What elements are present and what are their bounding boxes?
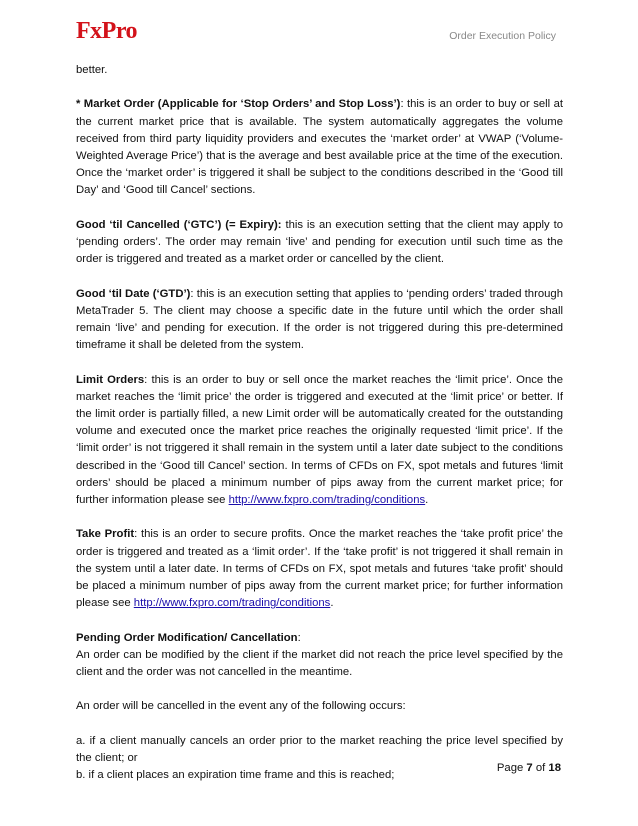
page-number: [497, 762, 561, 774]
pending-order-colon: :: [297, 631, 301, 644]
limit-orders-paragraph: [76, 372, 563, 510]
take-profit-paragraph: [76, 526, 563, 612]
take-profit-body: : this is an order to secure profits. Once the market reaches the ‘take profit price’ the order is triggered and treated as a ‘limit order’. If the ‘take profit’ is not triggered it shall remain in the system until a later date. In terms of CFDs on FX, spot metals and futures ‘take profit’ should be placed a minimum number of pips away from the current market price; for further information please see: [76, 528, 563, 610]
pending-order-body: An order can be modified by the client if the market did not reach the price level specified by the client and the order was not cancelled in the meantime.: [76, 648, 563, 679]
market-order-title: * Market Order (Applicable for ‘Stop Orders’ and Stop Loss’): [76, 98, 401, 111]
page-content: [76, 62, 563, 784]
take-profit-title: Take Profit: [76, 528, 135, 541]
current-page: 7: [526, 762, 533, 774]
fxpro-logo: FxPro: [76, 18, 138, 44]
limit-orders-body: : this is an order to buy or sell once the market reaches the ‘limit price’. Once the market reaches the ‘limit price’ the order is triggered and executed at the ‘limit price’ or better. If the limit order is partially filled, a new Limit order will be automatically created for the outstanding volume and executed once the market price reaches the originally requested ‘limit price’. If the ‘limit order’ is not triggered it shall remain in the system until a later date subject to the conditions described in the ‘Good till Cancel’ section. In terms of CFDs on FX, spot metals and futures ‘limit orders’ should be placed a minimum number of pips away from the current market price; for further information please see: [76, 373, 563, 507]
pending-order-title: Pending Order Modification/ Cancellation: [76, 631, 298, 644]
gtd-body: : this is an execution setting that applies to ‘pending orders’ traded through MetaTrader 5. The client may choose a specific date in the future until which the order shall remain ‘live’ and pending for execution. If the order is not triggered during this pre-determined timeframe it shall be deleted from the system.: [76, 287, 563, 352]
gtd-paragraph: [76, 286, 563, 355]
cancel-item-a: a. if a client manually cancels an order prior to the market reaching the price level specified by the client; or: [76, 734, 563, 764]
gtc-title: Good ‘til Cancelled (‘GTC’) (= Expiry):: [76, 218, 282, 231]
limit-orders-end: .: [425, 494, 429, 507]
cancel-item-b: b. if a client places an expiration time frame and this is reached;: [76, 769, 395, 782]
page-word: Page: [496, 762, 527, 774]
of-word: of: [532, 762, 549, 774]
market-order-paragraph: [76, 96, 563, 199]
take-profit-end: .: [330, 597, 334, 610]
limit-orders-title: Limit Orders: [76, 373, 145, 386]
gtc-body: this is an execution setting that the client may apply to ‘pending orders’. The order may remain ‘live’ and pending for execution until such time as the order is triggered and treated as a market order or cancelled by the client.: [76, 218, 563, 266]
pending-order-heading: [76, 630, 563, 647]
gtd-title: Good ‘til Date (‘GTD’): [76, 287, 191, 300]
document-title: Order Execution Policy: [449, 30, 556, 42]
gtc-paragraph: [76, 217, 563, 269]
conditions-link[interactable]: http://www.fxpro.com/trading/conditions: [228, 494, 426, 507]
cancel-intro: An order will be cancelled in the event any of the following occurs:: [76, 700, 406, 713]
conditions-link[interactable]: http://www.fxpro.com/trading/conditions: [133, 597, 331, 610]
market-order-body: : this is an order to buy or sell at the current market price that is available. The system automatically aggregates the volume received from third party liquidity providers and executes the ‘market order’ at VWAP (‘Volume-Weighted Average Price’) that is the average and best available price at the time of the execution. Once the ‘market order’ is triggered it shall be subject to the conditions described in the ‘Good till Day’ and ‘Good till Cancel’ sections.: [76, 98, 563, 197]
total-pages: 18: [548, 762, 561, 774]
lead-paragraph: better.: [76, 64, 108, 76]
